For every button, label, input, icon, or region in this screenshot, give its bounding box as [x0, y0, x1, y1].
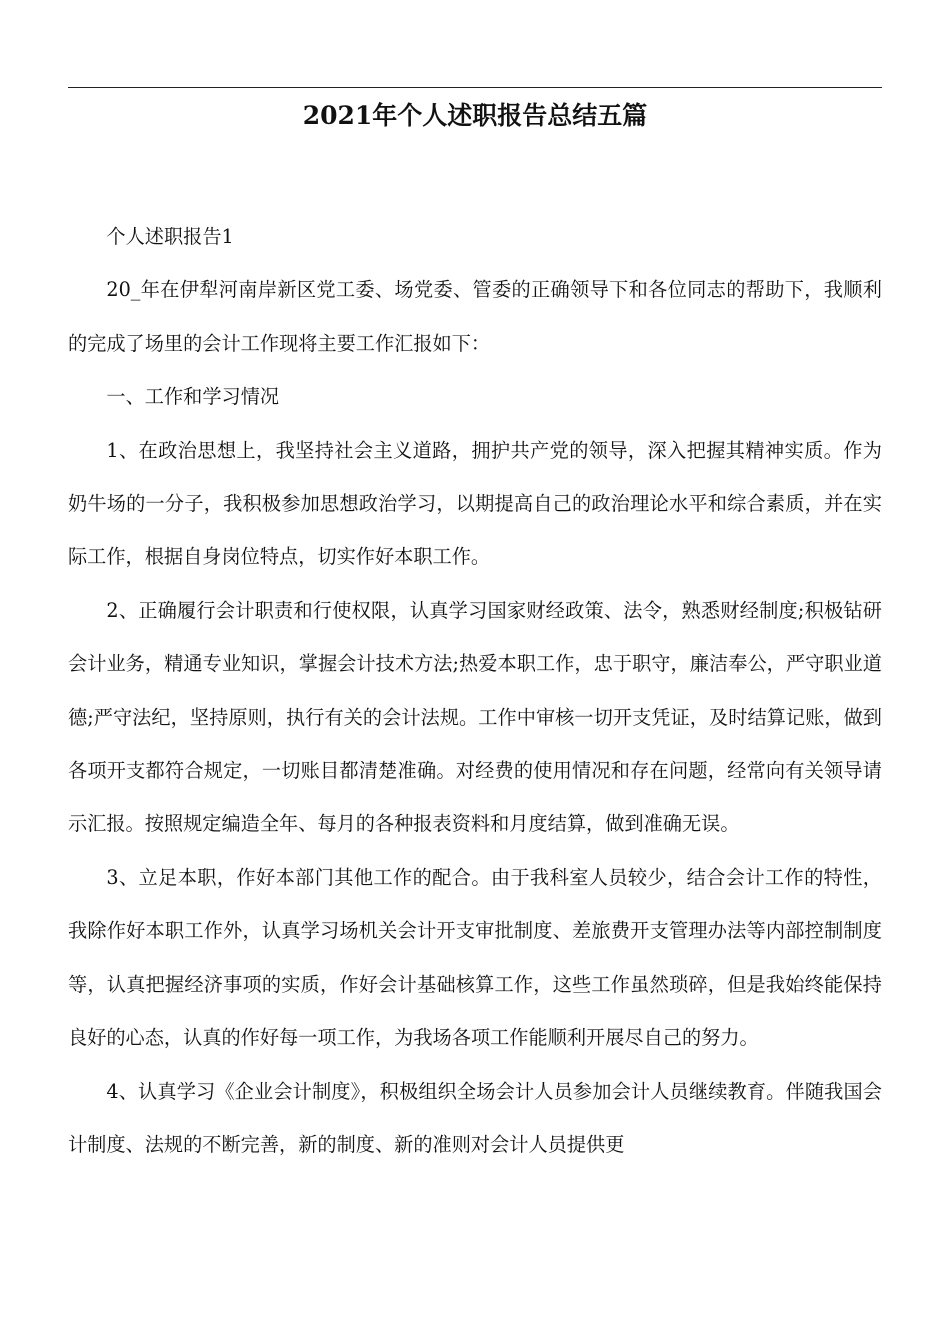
document-title: 2021年个人述职报告总结五篇	[302, 101, 648, 130]
paragraph-item-2: 2、正确履行会计职责和行使权限，认真学习国家财经政策、法令，熟悉财经制度;积极钻研会计业务，精通专业知识，掌握会计技术方法;热爱本职工作，忠于职守，廉洁奉公，严守职业道德;严守法纪，坚持原则，执行有关的会计法规。工作中审核一切开支凭证，及时结算记账，做到各项开支都符合规定，一切账目都清楚准确。对经费的使用情况和存在问题，经常向有关领导请示汇报。按照规定编造全年、每月的各种报表资料和月度结算，做到准确无误。	[68, 598, 882, 836]
header-rule	[68, 87, 882, 88]
paragraph-item-1: 1、在政治思想上，我坚持社会主义道路，拥护共产党的领导，深入把握其精神实质。作为奶牛场的一分子，我积极参加思想政治学习，以期提高自己的政治理论水平和综合素质，并在实际工作，根据自身岗位特点，切实作好本职工作。	[68, 438, 882, 569]
section-heading-work-study: 一、工作和学习情况	[106, 385, 280, 409]
document-body	[68, 210, 882, 1171]
paragraph-intro: 20_年在伊犁河南岸新区党工委、场党委、管委的正确领导下和各位同志的帮助下，我顺利的完成了场里的会计工作现将主要工作汇报如下：	[68, 278, 882, 355]
paragraph-item-3: 3、立足本职，作好本部门其他工作的配合。由于我科室人员较少，结合会计工作的特性，我除作好本职工作外，认真学习场机关会计开支审批制度、差旅费开支管理办法等内部控制制度等，认真把握经济事项的实质，作好会计基础核算工作，这些工作虽然琐碎，但是我始终能保持良好的心态，认真的作好每一项工作，为我场各项工作能顺利开展尽自己的努力。	[68, 865, 882, 1050]
section-heading-report-1: 个人述职报告1	[106, 225, 234, 248]
paragraph-item-4: 4、认真学习《企业会计制度》，积极组织全场会计人员参加会计人员继续教育。伴随我国会计制度、法规的不断完善，新的制度、新的准则对会计人员提供更	[68, 1079, 882, 1156]
